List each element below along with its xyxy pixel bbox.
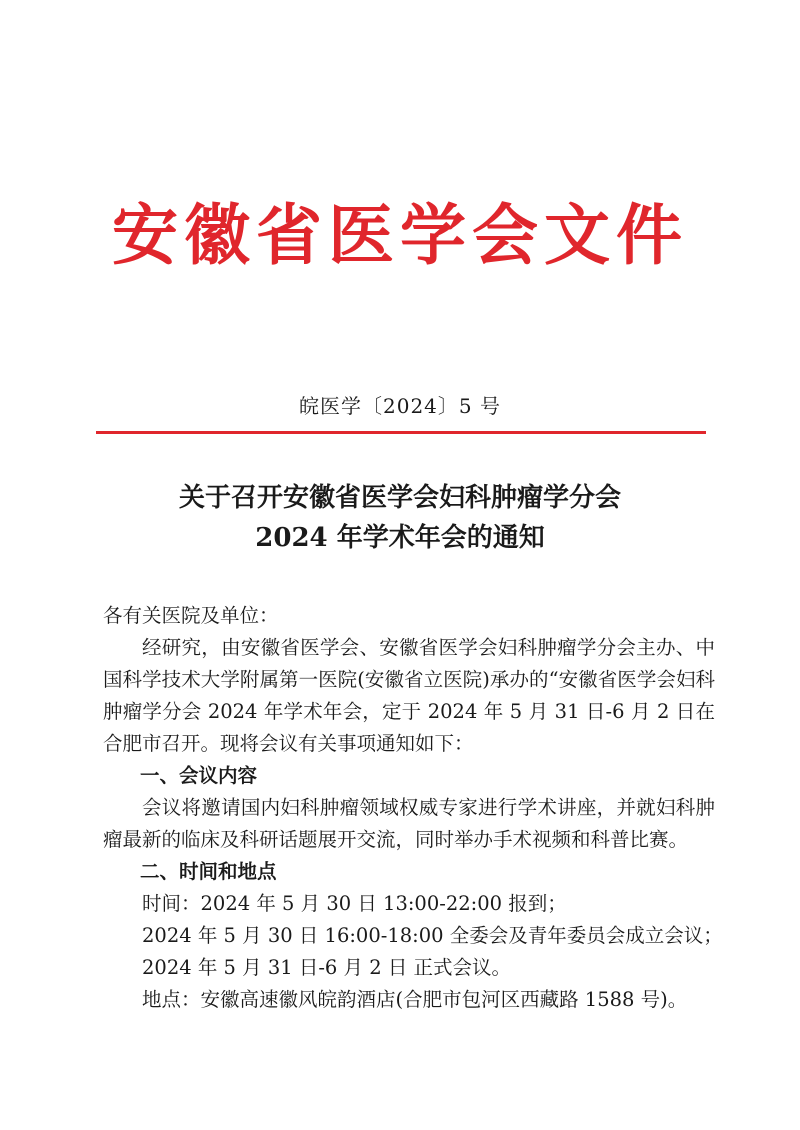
document-body <box>103 600 723 1016</box>
section-1-paragraph: 会议将邀请国内妇科肿瘤领域权威专家进行学术讲座，并就妇科肿瘤最新的临床及科研话题展开交流，同时举办手术视频和科普比赛。 <box>103 796 715 851</box>
time-line-committee: 2024 年 5 月 30 日 16:00-18:00 全委会及青年委员会成立会议； <box>142 924 723 947</box>
notice-title <box>0 478 800 558</box>
notice-title-line-1: 关于召开安徽省医学会妇科肿瘤学分会 <box>178 483 621 513</box>
time-line-checkin: 时间：2024 年 5 月 30 日 13:00-22:00 报到； <box>142 892 567 915</box>
document-number: 皖医学〔2024〕5 号 <box>299 394 501 418</box>
section-2-heading: 二、时间和地点 <box>140 860 277 883</box>
red-divider-line <box>96 431 706 434</box>
section-1-heading: 一、会议内容 <box>140 764 258 787</box>
location-line: 地点：安徽高速徽风皖韵酒店(合肥市包河区西藏路 1588 号)。 <box>142 988 688 1011</box>
salutation: 各有关医院及单位： <box>103 604 279 627</box>
intro-paragraph: 经研究，由安徽省医学会、安徽省医学会妇科肿瘤学分会主办、中国科学技术大学附属第一医院(安徽省立医院)承办的“安徽省医学会妇科肿瘤学分会 2024 年学术年会，定于 2024 年 5 月 31 日-6 月 2 日在合肥市召开。现将会议有关事项通知如下： <box>103 636 715 755</box>
time-line-main-meeting: 2024 年 5 月 31 日-6 月 2 日 正式会议。 <box>142 956 512 979</box>
masthead-title: 安徽省医学会文件 <box>112 197 688 274</box>
notice-title-line-2: 2024 年学术年会的通知 <box>255 523 545 553</box>
